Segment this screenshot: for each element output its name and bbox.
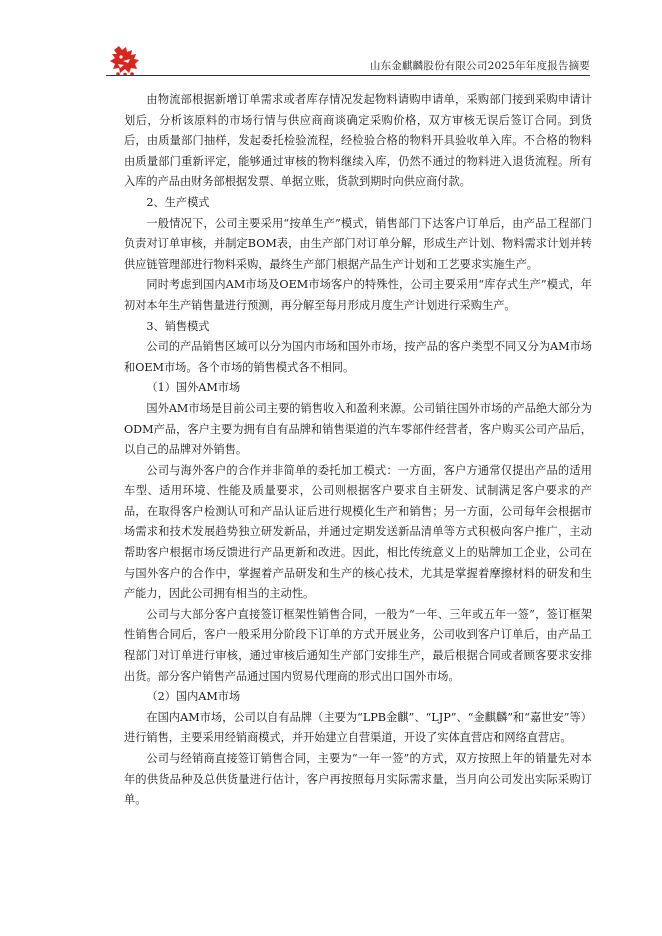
body-paragraph: 公司与大部分客户直接签订框架性销售合同，一般为“一年、三年或五年一签”，签订框架性销售合同后，客户一般采用分阶段下订单的方式开展业务，公司收到客户订单后，由产品工程部门对订单进行审核，通过审核后通知生产部门安排生产，最后根据合同或者顾客要求安排出货。部分客户销售产品通过国内贸易代理商的形式出口国外市场。 [124, 607, 592, 683]
qilin-logo-icon [106, 44, 144, 76]
body-paragraph: 由物流部根据新增订单需求或者库存情况发起物料请购申请单，采购部门接到采购申请计划后，分析该原料的市场行情与供应商商谈确定采购价格，双方审核无误后签订合同。到货后，由质量部门抽样，发起委托检验流程，经检验合格的物料开具验收单入库。不合格的物料由质量部门重新评定，能够通过审核的物料继续入库，仍然不通过的物料进入退货流程。所有入库的产品由财务部根据发票、单据立账，货款到期时向供应商付款。 [124, 93, 592, 189]
section-heading: （2）国内AM市场 [146, 690, 241, 704]
body-paragraph: 在国内AM市场，公司以自有品牌（主要为“LPB金麒”、“LJP”、“金麒麟”和“嘉世安”等）进行销售，主要采用经销商模式，并开始建立自营渠道，开设了实体直营店和网络直营店。 [124, 710, 592, 745]
section-heading: 2、生产模式 [146, 195, 210, 209]
document-body [124, 90, 592, 811]
section-heading: （1）国外AM市场 [146, 381, 241, 395]
body-paragraph: 国外AM市场是目前公司主要的销售收入和盈利来源。公司销往国外市场的产品绝大部分为ODM产品，客户主要为拥有自有品牌和销售渠道的汽车零部件经营者，客户购买公司产品后，以自己的品牌对外销售。 [124, 401, 592, 457]
body-paragraph: 同时考虑到国内AM市场及OEM市场客户的特殊性，公司主要采用“库存式生产”模式，年初对本年生产销售量进行预测，再分解至每月形成月度生产计划进行采购生产。 [124, 278, 592, 312]
section-heading: 3、销售模式 [146, 319, 210, 333]
report-header-title: 山东金麒麟股份有限公司2025年年度报告摘要 [369, 60, 590, 72]
body-paragraph: 公司与经销商直接签订销售合同，主要为“一年一签”的方式，双方按照上年的销量先对本年的供货品种及总供货量进行估计，客户再按照每月实际需求量，当月向公司发出实际采购订单。 [124, 752, 592, 807]
body-paragraph: 公司的产品销售区域可以分为国内市场和国外市场，按产品的客户类型不同又分为AM市场和OEM市场。各个市场的销售模式各不相同。 [124, 340, 592, 374]
body-paragraph: 一般情况下，公司主要采用“按单生产”模式，销售部门下达客户订单后，由产品工程部门负责对订单审核，并制定BOM表，由生产部门对订单分解，形成生产计划、物料需求计划并转供应链管理部进行物料采购，最终生产部门根据产品生产计划和工艺要求实施生产。 [124, 216, 592, 271]
header-divider [106, 75, 590, 76]
body-paragraph: 公司与海外客户的合作并非简单的委托加工模式：一方面，客户方通常仅提出产品的适用车型、适用环境、性能及质量要求，公司则根据客户要求自主研发、试制满足客户要求的产品，在取得客户检测认可和产品认证后进行规模化生产和销售；另一方面，公司每年会根据市场需求和技术发展趋势独立研发新品，并通过定期发送新品清单等方式积极向客户推广，主动帮助客户根据市场反馈进行产品更新和改进。因此，相比传统意义上的贴牌加工企业，公司在与国外客户的合作中，掌握着产品研发和生产的核心技术，尤其是掌握着摩擦材料的研发和生产能力，因此公司拥有相当的主动性。 [124, 463, 592, 601]
